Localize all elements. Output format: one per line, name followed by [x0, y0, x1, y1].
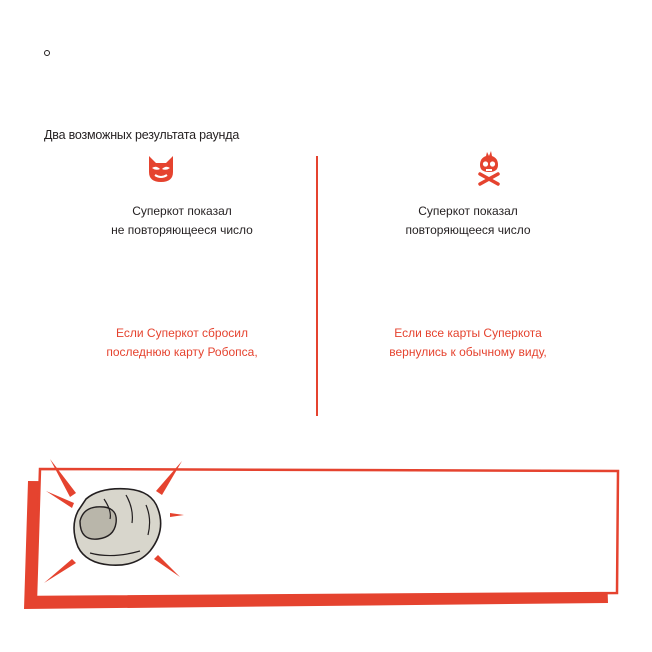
note-banner	[0, 455, 652, 615]
left-outcome-line1: Суперкот показал	[132, 204, 232, 218]
right-condition-line1: Если все карты Суперкота	[394, 326, 542, 340]
cat-face-icon	[146, 152, 176, 184]
right-condition-line2: вернулись к обычному виду,	[389, 345, 547, 359]
left-condition-text	[52, 324, 312, 362]
bullet-marker	[44, 50, 50, 56]
right-condition-text	[338, 324, 598, 362]
section-heading: Два возможных результата раунда	[44, 128, 240, 142]
right-outcome-line2: повторяющееся число	[405, 223, 531, 237]
left-outcome-text	[52, 202, 312, 240]
left-condition-line2: последнюю карту Робопса,	[106, 345, 258, 359]
left-condition-line1: Если Суперкот сбросил	[116, 326, 248, 340]
fist-icon	[74, 489, 161, 566]
right-outcome-line1: Суперкот показал	[418, 204, 518, 218]
skull-crossbones-icon	[474, 150, 504, 186]
column-divider	[316, 156, 318, 416]
left-outcome-line2: не повторяющееся число	[111, 223, 253, 237]
right-outcome-text	[338, 202, 598, 240]
